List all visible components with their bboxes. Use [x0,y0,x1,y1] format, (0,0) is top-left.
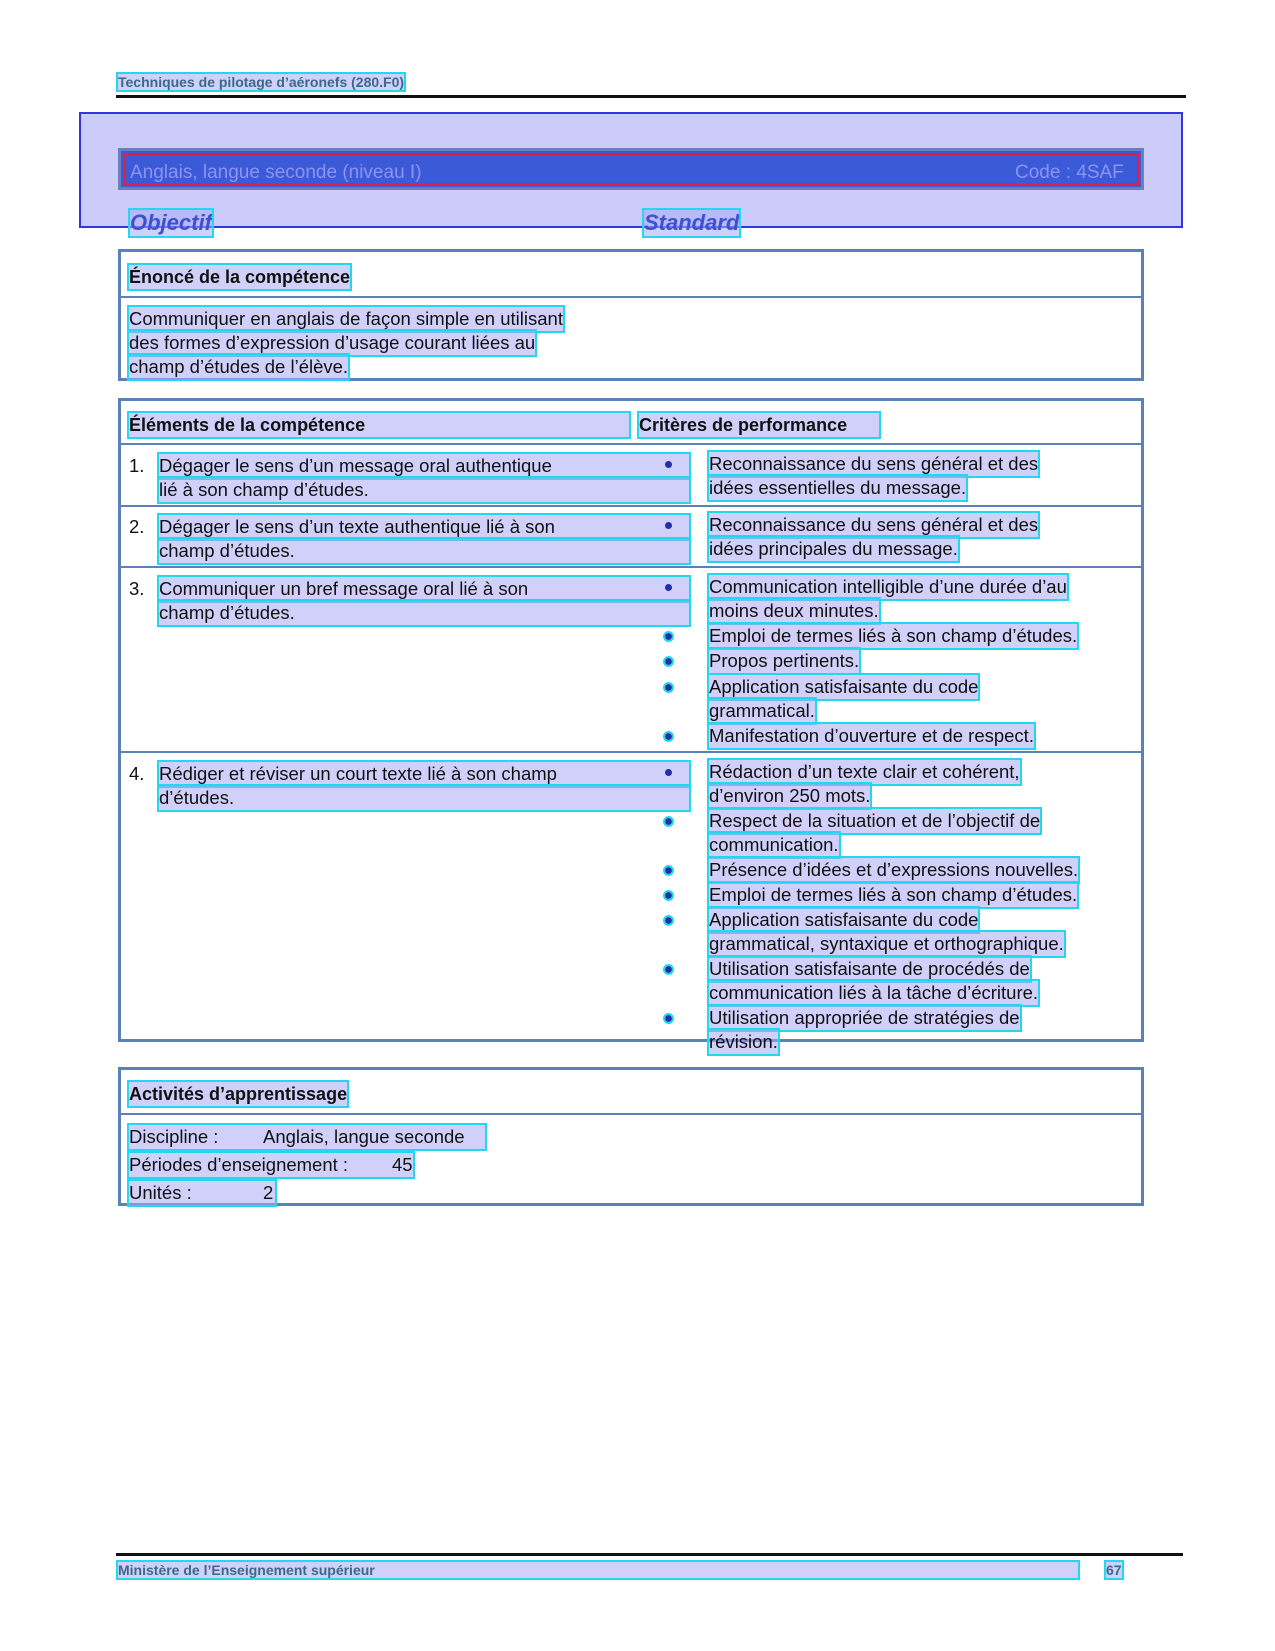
criterion-line: grammatical, syntaxique et orthographique. [709,933,1064,954]
bullet-icon [665,733,672,740]
bullet-icon [665,818,672,825]
criteres-heading: Critères de performance [639,413,879,437]
periodes-row [129,1153,413,1177]
enonce-heading: Énoncé de la compétence [129,267,351,287]
bullet-icon [665,522,672,529]
elements-box [118,398,1144,1052]
bullet-icon [665,658,672,665]
element-number: 3. [129,578,145,599]
criterion-line: idées essentielles du message. [709,477,967,498]
criterion-line: Manifestation d’ouverture et de respect. [709,725,1034,746]
footer-rule [116,1553,1183,1556]
unites-label: Unités : [129,1182,192,1203]
element-line: Dégager le sens d’un message oral authentique [159,454,689,478]
bullet-icon [665,1015,672,1022]
bullet-icon [665,966,672,973]
enonce-line: des formes d’expression d’usage courant liées au [129,332,536,353]
criterion-line: grammatical. [709,700,815,721]
criterion-line: Utilisation appropriée de stratégies de [709,1007,1020,1028]
element-line: champ d’études. [159,539,689,563]
bullet-icon [665,684,672,691]
elements-heading: Éléments de la compétence [129,413,629,437]
criterion-line: communication liés à la tâche d’écriture. [709,982,1039,1003]
criterion-line: Rédaction d’un texte clair et cohérent, [709,761,1020,782]
bullet-icon [665,769,672,776]
unites-row [129,1181,275,1205]
criterion-line: Reconnaissance du sens général et des [709,453,1039,474]
bullet-icon [665,633,672,640]
enonce-line: Communiquer en anglais de façon simple en utilisant [129,308,563,329]
bullet-icon [665,917,672,924]
criterion-line: idées principales du message. [709,538,958,559]
discipline-label: Discipline : [129,1126,219,1147]
periodes-value: 45 [392,1154,413,1175]
criterion-line: Respect de la situation et de l’objectif de [709,810,1041,831]
course-title: Anglais, langue seconde (niveau I) [130,162,422,183]
running-header: Techniques de pilotage d’aéronefs (280.F0) [118,74,405,90]
element-line: champ d’études. [159,601,689,625]
element-line: lié à son champ d’études. [159,478,689,502]
enonce-box [118,249,1144,381]
activites-heading: Activités d’apprentissage [129,1084,348,1104]
standard-label: Standard [644,210,740,235]
bullet-icon [665,892,672,899]
criterion-line: Emploi de termes liés à son champ d’études. [709,884,1078,905]
criterion-line: communication. [709,834,839,855]
element-number: 1. [129,455,145,476]
bullet-icon [665,867,672,874]
discipline-value: Anglais, langue seconde [263,1126,465,1147]
footer-ministry: Ministère de l’Enseignement supérieur [118,1562,1078,1578]
criterion-line: Présence d’idées et d’expressions nouvelles. [709,859,1079,880]
discipline-row [129,1125,485,1149]
bullet-icon [665,584,672,591]
criterion-line: Application satisfaisante du code [709,676,979,697]
element-line: Communiquer un bref message oral lié à son [159,577,689,601]
criterion-line: Propos pertinents. [709,650,860,671]
criterion-line: moins deux minutes. [709,600,879,621]
enonce-line: champ d’études de l’élève. [129,356,349,377]
page-number: 67 [1106,1562,1122,1578]
criterion-line: Application satisfaisante du code [709,909,979,930]
criterion-line: d’environ 250 mots. [709,785,871,806]
criterion-line: Reconnaissance du sens général et des [709,514,1039,535]
periodes-label: Périodes d’enseignement : [129,1154,349,1175]
header-rule [116,95,1186,98]
element-line: Dégager le sens d’un texte authentique lié à son [159,515,689,539]
criterion-line: révision. [709,1031,778,1052]
unites-value: 2 [263,1182,274,1203]
criterion-line: Utilisation satisfaisante de procédés de [709,958,1030,979]
element-line: d’études. [159,786,689,810]
criterion-line: Communication intelligible d’une durée d’au [709,576,1067,597]
activites-box [118,1067,1144,1206]
course-code: Code : 4SAF [1015,162,1124,183]
bullet-icon [665,461,672,468]
criterion-line: Emploi de termes liés à son champ d’études. [709,625,1078,646]
element-number: 2. [129,516,145,537]
objectif-label: Objectif [130,210,212,235]
element-line: Rédiger et réviser un court texte lié à son champ [159,762,689,786]
element-number: 4. [129,763,145,784]
